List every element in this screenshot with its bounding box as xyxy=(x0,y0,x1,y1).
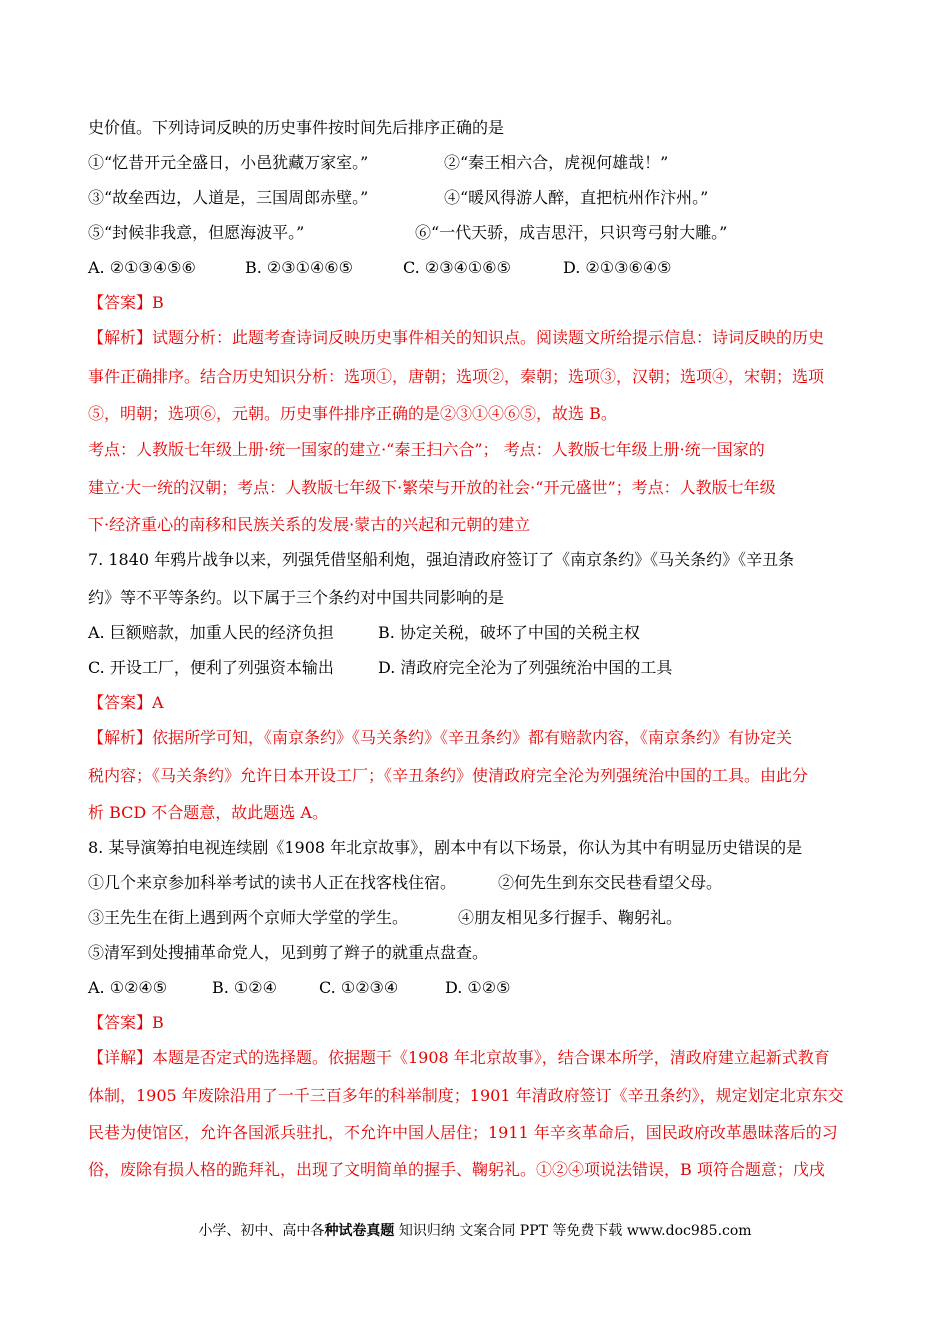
q7-answer: 【答案】A xyxy=(88,693,164,712)
q6-analysis-line-3: ⑤，明朝；选项⑥，元朝。历史事件排序正确的是②③①④⑥⑤，故选 B。 xyxy=(88,404,617,423)
q7-stem-line-1: 7. 1840 年鸦片战争以来，列强凭借坚船利炮，强迫清政府签订了《南京条约》《马关条约》《辛丑条 xyxy=(88,550,795,569)
q8-stem: 8. 某导演筹拍电视连续剧《1908 年北京故事》，剧本中有以下场景，你认为其中有明显历史错误的是 xyxy=(88,838,803,857)
q7-options-row-1 xyxy=(88,623,870,643)
q8-answer: 【答案】B xyxy=(88,1013,164,1032)
q8-detail-line-4: 俗，废除有损人格的跪拜礼，出现了文明简单的握手、鞠躬礼。①②④项说法错误，B 项符合题意；戊戌 xyxy=(88,1160,825,1179)
q7-analysis-line-1: 【解析】依据所学可知，《南京条约》《马关条约》《辛丑条约》都有赔款内容，《南京条约》有协定关 xyxy=(88,728,793,747)
footer-website-link[interactable]: www.doc985.com xyxy=(626,1223,752,1239)
footer-text-2: 种试卷真题 xyxy=(324,1223,395,1239)
q7-options-row-2 xyxy=(88,658,870,678)
q8-option-a: A. ①②④⑤ xyxy=(88,978,168,997)
q6-statement-4: ④“暖风得游人醉，直把杭州作汴州。” xyxy=(444,188,709,207)
q8-option-c: C. ①②③④ xyxy=(319,978,399,997)
q8-option-d: D. ①②⑤ xyxy=(445,978,511,997)
q8-detail-line-1: 【详解】本题是否定式的选择题。依据题干《1908 年北京故事》，结合课本所学，清政府建立起新式教育 xyxy=(88,1048,830,1067)
q6-statement-row-1 xyxy=(88,153,870,173)
footer-text-1: 小学、初中、高中各 xyxy=(198,1223,325,1239)
q6-option-b: B. ②③①④⑥⑤ xyxy=(245,258,353,277)
q6-stem-tail: 史价值。下列诗词反映的历史事件按时间先后排序正确的是 xyxy=(88,118,505,137)
q8-statement-4: ④朋友相见多行握手、鞠躬礼。 xyxy=(458,908,683,927)
q6-knowledge-point-line-2: 建立·大一统的汉朝；考点：人教版七年级下·繁荣与开放的社会·“开元盛世”；考点：人教版七年级 xyxy=(88,478,776,497)
q7-analysis-line-3: 析 BCD 不合题意，故此题选 A。 xyxy=(88,803,328,822)
q6-statement-row-3 xyxy=(88,223,870,243)
q6-knowledge-point-line-1: 考点：人教版七年级上册·统一国家的建立·“秦王扫六合”； 考点：人教版七年级上册·统一国家的 xyxy=(88,440,765,459)
q6-answer: 【答案】B xyxy=(88,293,164,312)
q8-statement-5: ⑤清军到处搜捕革命党人，见到剪了辫子的就重点盘查。 xyxy=(88,943,489,962)
q6-statement-row-2 xyxy=(88,188,870,208)
q7-option-d: D. 清政府完全沦为了列强统治中国的工具 xyxy=(378,658,673,677)
q7-option-b: B. 协定关税，破坏了中国的关税主权 xyxy=(378,623,640,642)
q8-statement-1: ①几个来京参加科举考试的读书人正在找客栈住宿。 xyxy=(88,873,457,892)
q6-analysis-line-2: 事件正确排序。结合历史知识分析：选项①，唐朝；选项②，秦朝；选项③，汉朝；选项④，宋朝；选项 xyxy=(88,367,825,386)
q6-statement-3: ③“故垒西边，人道是，三国周郎赤壁。” xyxy=(88,188,369,207)
q6-option-c: C. ②③④①⑥⑤ xyxy=(403,258,511,277)
q8-detail-line-3: 民巷为使馆区，允许各国派兵驻扎，不允许中国人居住；1911 年辛亥革命后，国民政府改革愚昧落后的习 xyxy=(88,1123,838,1142)
q8-option-b: B. ①②④ xyxy=(212,978,277,997)
q7-option-a: A. 巨额赔款，加重人民的经济负担 xyxy=(88,623,334,642)
q6-statement-1: ①“忆昔开元全盛日，小邑犹藏万家室。” xyxy=(88,153,369,172)
q6-analysis-line-1: 【解析】试题分析：此题考查诗词反映历史事件相关的知识点。阅读题文所给提示信息：诗词反映的历史 xyxy=(88,328,825,347)
q7-analysis-line-2: 税内容；《马关条约》允许日本开设工厂；《辛丑条约》使清政府完全沦为列强统治中国的工具。由此分 xyxy=(88,766,809,785)
page-footer xyxy=(0,1221,950,1241)
q8-statement-3: ③王先生在街上遇到两个京师大学堂的学生。 xyxy=(88,908,409,927)
q6-statement-6: ⑥“一代天骄，成吉思汗，只识弯弓射大雕。” xyxy=(415,223,728,242)
q6-option-d: D. ②①③⑥④⑤ xyxy=(563,258,672,277)
q6-statement-2: ②“秦王相六合，虎视何雄哉！” xyxy=(444,153,669,172)
q7-stem-line-2: 约》等不平等条约。以下属于三个条约对中国共同影响的是 xyxy=(88,588,505,607)
q6-options xyxy=(88,258,870,278)
q8-options xyxy=(88,978,870,998)
q8-detail-line-2: 体制，1905 年废除沿用了一千三百多年的科举制度；1901 年清政府签订《辛丑条约》，规定划定北京东交 xyxy=(88,1086,844,1105)
q8-statement-row-2 xyxy=(88,908,870,928)
q8-statement-2: ②何先生到东交民巷看望父母。 xyxy=(498,873,723,892)
footer-text-3: 知识归纳 xyxy=(398,1223,455,1239)
q8-statement-row-1 xyxy=(88,873,870,893)
q6-option-a: A. ②①③④⑤⑥ xyxy=(88,258,196,277)
q6-statement-5: ⑤“封候非我意，但愿海波平。” xyxy=(88,223,305,242)
footer-text-4: 文案合同 PPT 等免费下载 xyxy=(459,1223,623,1239)
q6-knowledge-point-line-3: 下·经济重心的南移和民族关系的发展·蒙古的兴起和元朝的建立 xyxy=(88,515,531,534)
q7-option-c: C. 开设工厂，便利了列强资本输出 xyxy=(88,658,334,677)
